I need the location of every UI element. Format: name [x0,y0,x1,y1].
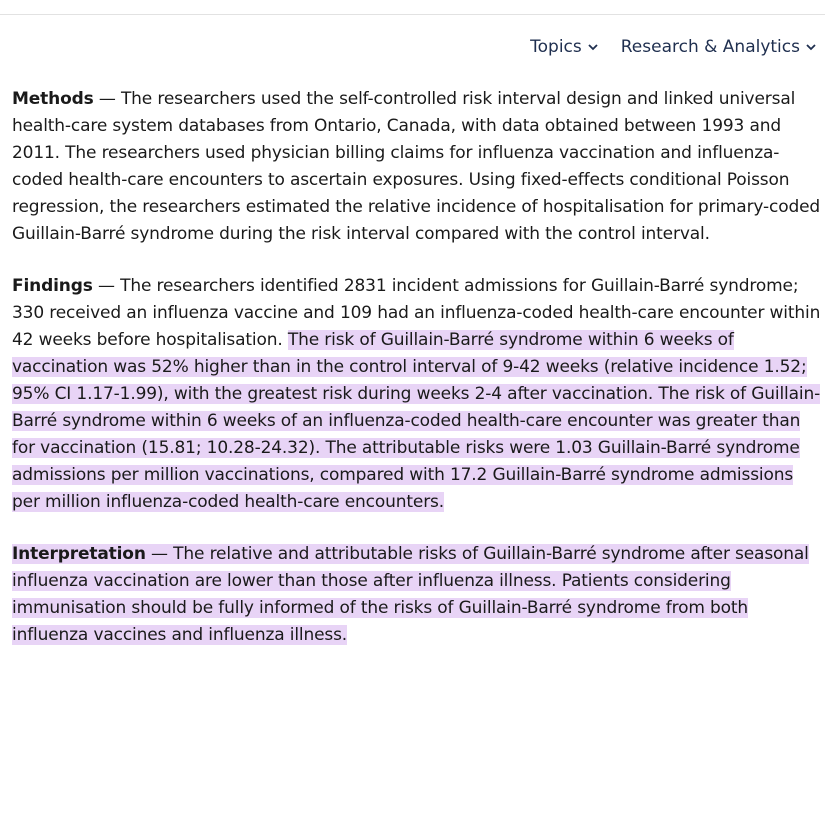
top-header-strip [0,0,825,15]
nav-topics[interactable] [530,37,599,57]
chevron-down-icon [805,41,817,53]
main-nav [530,37,817,57]
methods-label: Methods [12,89,94,109]
interpretation-label: Interpretation [12,544,146,564]
interpretation-highlighted-text: The relative and attributable risks of Guillain-Barré syndrome after seasonal influenza vaccination are lower than those after influenza illness. Patients considering immunisation should be fully informed of the risks of Guillain-Barré syndrome from both influenza vaccines and influenza illness. [12,544,809,645]
nav-research-analytics-label: Research & Analytics [620,37,800,57]
nav-research-analytics[interactable] [621,37,817,57]
abstract-content [12,86,824,674]
findings-label: Findings [12,276,93,296]
methods-text: The researchers used the self-controlled risk interval design and linked universal health-care system databases from Ontario, Canada, with data obtained between 1993 and 2011. The researchers used physician billing claims for influenza vaccination and influenza-coded health-care encounters to ascertain exposures. Using fixed-effects conditional Poisson regression, the researchers estimated the relative incidence of hospitalisation for primary-coded Guillain-Barré syndrome during the risk interval compared with the control interval. [12,89,821,244]
findings-highlighted-text: The risk of Guillain-Barré syndrome within 6 weeks of vaccination was 52% higher than in the control interval of 9-42 weeks (relative incidence 1.52; 95% CI 1.17-1.99), with the greatest risk during weeks 2-4 after vaccination. The risk of Guillain-Barré syndrome within 6 weeks of an influenza-coded health-care encounter was greater than for vaccination (15.81; 10.28-24.32). The attributable risks were 1.03 Guillain-Barré syndrome admissions per million vaccinations, compared with 17.2 Guillain-Barré syndrome admissions per million influenza-coded health-care encounters. [12,330,821,512]
findings-separator: — [92,276,121,296]
methods-paragraph [12,86,824,248]
methods-separator: — [93,89,121,109]
nav-topics-label: Topics [530,37,582,57]
findings-paragraph [12,273,824,516]
interpretation-paragraph [12,541,824,649]
findings-text: The researchers identified 2831 incident admissions for Guillain-Barré syndrome; 330 received an influenza vaccine and 109 had an influenza-coded health-care encounter within 42 weeks before hospitalisation. [12,276,821,350]
interpretation-separator: — [145,544,174,564]
chevron-down-icon [587,41,599,53]
